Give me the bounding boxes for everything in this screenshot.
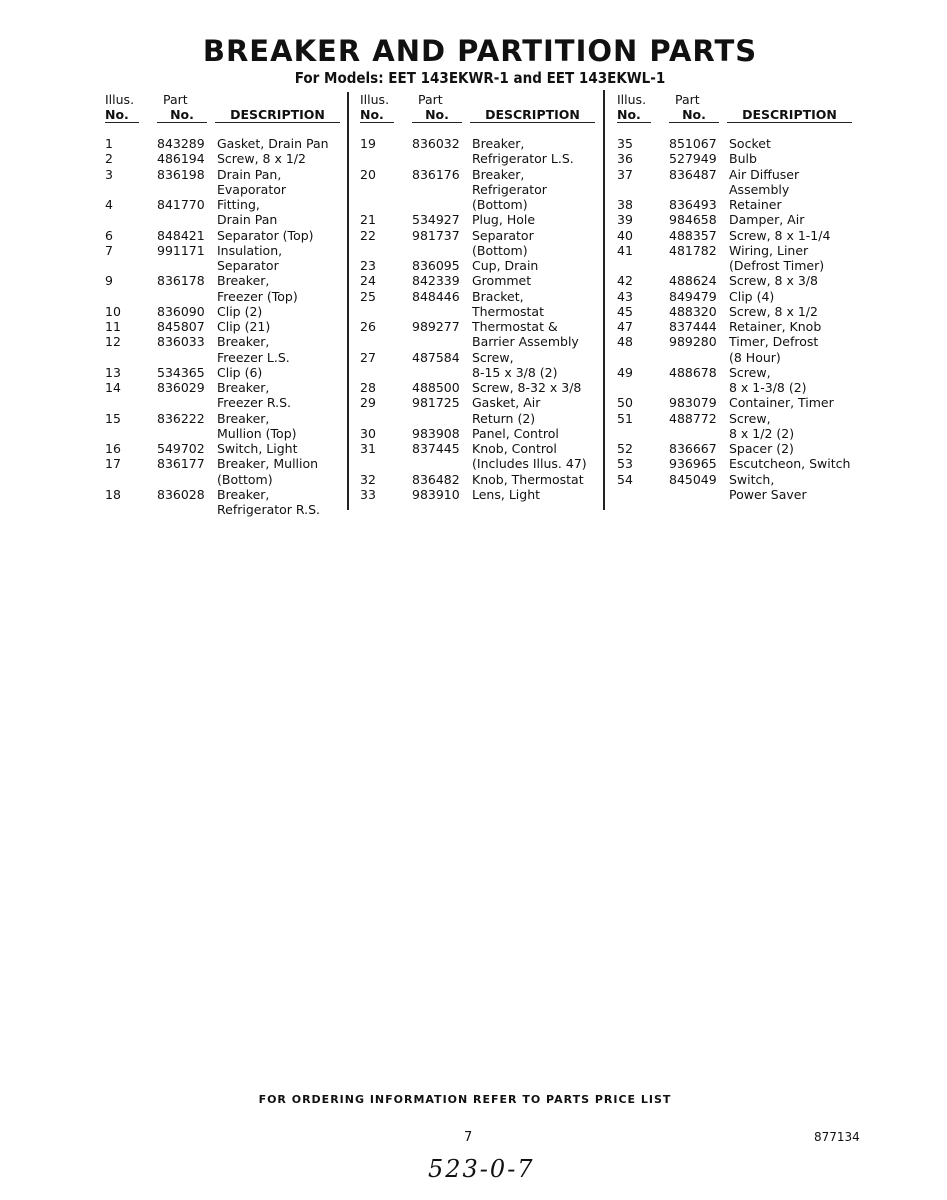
illus-number: 18 (105, 486, 121, 502)
table-row (360, 426, 600, 441)
part-description: Breaker, Freezer (Top) (217, 273, 298, 304)
part-description: Insulation, Separator (217, 242, 283, 273)
table-row (105, 365, 345, 380)
part-description: Escutcheon, Switch (729, 456, 851, 472)
part-number: 991171 (157, 242, 205, 258)
table-row (105, 334, 345, 365)
illus-number: 13 (105, 364, 121, 380)
illus-number: 54 (617, 471, 633, 487)
illus-header-line2: No. (105, 108, 139, 123)
table-row (360, 441, 600, 472)
part-description: Clip (2) (217, 303, 263, 319)
part-number: 836487 (669, 166, 717, 182)
table-row (360, 289, 600, 320)
parts-list (360, 136, 600, 502)
part-description: Clip (4) (729, 288, 775, 304)
part-number: 534365 (157, 364, 205, 380)
table-row (617, 395, 857, 410)
illus-number: 42 (617, 273, 633, 289)
part-number: 836493 (669, 197, 717, 212)
part-number: 848421 (157, 227, 205, 243)
parts-list (617, 136, 857, 502)
part-description: Thermostat & Barrier Assembly (472, 319, 579, 350)
part-description: Bulb (729, 151, 757, 167)
part-number: 845049 (669, 471, 717, 487)
part-description: Knob, Thermostat (472, 471, 584, 487)
part-number: 984658 (669, 212, 717, 228)
part-header-line2: No. (157, 108, 207, 123)
table-row (360, 395, 600, 426)
illus-number: 52 (617, 441, 633, 456)
part-description: Switch, Power Saver (729, 471, 807, 502)
part-number: 836032 (412, 136, 460, 151)
table-row (617, 228, 857, 243)
part-number: 983910 (412, 486, 460, 502)
table-row (617, 151, 857, 166)
part-description: Plug, Hole (472, 212, 536, 228)
part-number: 837445 (412, 441, 460, 456)
illus-number: 9 (105, 273, 113, 289)
table-row (360, 472, 600, 487)
illus-number: 38 (617, 197, 633, 212)
part-description: Breaker, Freezer R.S. (217, 380, 292, 411)
illus-number: 20 (360, 166, 376, 182)
illus-number: 7 (105, 242, 113, 258)
part-number: 981725 (412, 395, 460, 411)
illus-number: 23 (360, 258, 376, 273)
illus-number: 45 (617, 303, 633, 319)
part-description: Clip (21) (217, 319, 271, 334)
table-row (360, 212, 600, 227)
part-number: 488500 (412, 380, 460, 395)
part-number: 488678 (669, 364, 717, 380)
illus-number: 39 (617, 212, 633, 228)
part-number: 837444 (669, 319, 717, 334)
table-row (105, 151, 345, 166)
part-description: Wiring, Liner (Defrost Timer) (729, 242, 825, 273)
illus-number: 43 (617, 288, 633, 304)
illus-number: 22 (360, 227, 376, 243)
illus-number: 14 (105, 380, 121, 395)
part-description: Breaker, Refrigerator (Bottom) (472, 166, 547, 212)
illus-number: 3 (105, 166, 113, 182)
part-description: Breaker, Mullion (Top) (217, 410, 297, 441)
part-number: 841770 (157, 197, 205, 212)
illus-number: 31 (360, 441, 376, 456)
illus-header-line1: Illus. (360, 92, 390, 107)
table-row (360, 350, 600, 381)
part-number: 836222 (157, 410, 205, 426)
illus-number: 32 (360, 471, 376, 487)
part-number: 849479 (669, 288, 717, 304)
part-description: Timer, Defrost (8 Hour) (729, 334, 819, 365)
illus-number: 27 (360, 349, 376, 365)
illus-number: 40 (617, 227, 633, 243)
parts-column-2 (360, 93, 600, 502)
illus-header-line2: No. (360, 108, 394, 123)
illus-number: 48 (617, 334, 633, 350)
description-header: DESCRIPTION (215, 108, 340, 123)
part-number: 488624 (669, 273, 717, 289)
illus-number: 37 (617, 166, 633, 182)
part-number: 836667 (669, 441, 717, 456)
table-row (617, 167, 857, 198)
part-description: Damper, Air (729, 212, 805, 228)
description-header: DESCRIPTION (727, 108, 852, 123)
part-number: 534927 (412, 212, 460, 228)
table-row (105, 319, 345, 334)
table-row (617, 197, 857, 212)
table-row (360, 228, 600, 259)
part-number: 836177 (157, 456, 205, 472)
illus-number: 50 (617, 395, 633, 411)
table-row (617, 365, 857, 396)
table-row (105, 456, 345, 487)
column-header (105, 93, 345, 127)
table-row (617, 136, 857, 151)
part-description: Switch, Light (217, 441, 298, 456)
illus-number: 2 (105, 151, 113, 167)
part-description: Socket (729, 136, 771, 151)
part-description: Bracket, Thermostat (472, 288, 544, 319)
description-header: DESCRIPTION (470, 108, 595, 123)
part-description: Screw, 8-15 x 3/8 (2) (472, 349, 558, 380)
illus-header-line1: Illus. (105, 92, 135, 107)
illus-number: 21 (360, 212, 376, 228)
part-description: Screw, 8 x 1/2 (217, 151, 306, 167)
table-row (105, 243, 345, 274)
table-row (105, 487, 345, 518)
part-number: 851067 (669, 136, 717, 151)
illus-number: 35 (617, 136, 633, 151)
table-row (617, 411, 857, 442)
illus-number: 51 (617, 410, 633, 426)
table-row (617, 289, 857, 304)
part-number: 549702 (157, 441, 205, 456)
column-divider (603, 90, 605, 510)
illus-number: 24 (360, 273, 376, 289)
illus-number: 10 (105, 303, 121, 319)
part-description: Breaker, Refrigerator L.S. (472, 136, 574, 167)
illus-number: 4 (105, 197, 113, 212)
part-description: Cup, Drain (472, 258, 539, 273)
part-description: Screw, 8-32 x 3/8 (472, 380, 582, 395)
part-number: 843289 (157, 136, 205, 151)
part-number: 836198 (157, 166, 205, 182)
part-header-line2: No. (412, 108, 462, 123)
table-row (105, 304, 345, 319)
part-number: 836176 (412, 166, 460, 182)
table-row (617, 472, 857, 503)
illus-number: 6 (105, 227, 113, 243)
part-number: 981737 (412, 227, 460, 243)
part-description: Separator (Top) (217, 227, 314, 243)
illus-number: 17 (105, 456, 121, 472)
part-number: 836178 (157, 273, 205, 289)
illus-number: 15 (105, 410, 121, 426)
illus-number: 11 (105, 319, 121, 334)
table-row (105, 197, 345, 228)
table-row (105, 136, 345, 151)
illus-number: 19 (360, 136, 376, 151)
part-description: Retainer (729, 197, 782, 212)
part-header-line1: Part (163, 92, 188, 107)
part-description: Breaker, Mullion (Bottom) (217, 456, 319, 487)
part-description: Breaker, Refrigerator R.S. (217, 486, 321, 517)
part-number: 486194 (157, 151, 205, 167)
column-header (360, 93, 600, 127)
part-number: 836029 (157, 380, 205, 395)
part-header-line1: Part (418, 92, 443, 107)
part-number: 488320 (669, 303, 717, 319)
table-row (360, 273, 600, 288)
column-divider (347, 92, 349, 510)
part-number: 836095 (412, 258, 460, 273)
part-number: 481782 (669, 242, 717, 258)
part-number: 989277 (412, 319, 460, 334)
part-description: Container, Timer (729, 395, 834, 411)
illus-number: 26 (360, 319, 376, 334)
part-description: Grommet (472, 273, 532, 289)
table-row (360, 487, 600, 502)
table-row (105, 273, 345, 304)
table-row (360, 167, 600, 213)
part-description: Lens, Light (472, 486, 541, 502)
table-row (617, 456, 857, 471)
table-row (360, 258, 600, 273)
illus-number: 1 (105, 136, 113, 151)
ordering-note: FOR ORDERING INFORMATION REFER TO PARTS PRICE LIST (258, 1093, 672, 1106)
part-number: 836090 (157, 303, 205, 319)
table-row (617, 441, 857, 456)
part-number: 836033 (157, 334, 205, 350)
parts-column-1 (105, 93, 345, 517)
table-row (617, 334, 857, 365)
illus-number: 49 (617, 364, 633, 380)
handwritten-note: 523-0-7 (428, 1155, 535, 1183)
document-number: 877134 (814, 1130, 860, 1144)
part-header-line1: Part (675, 92, 700, 107)
part-number: 983908 (412, 425, 460, 441)
illus-number: 53 (617, 456, 633, 472)
illus-number: 29 (360, 395, 376, 411)
part-description: Screw, 8 x 1/2 (2) (729, 410, 795, 441)
models-subtitle: For Models: EET 143EKWR-1 and EET 143EKWL-1 (294, 69, 666, 87)
part-number: 845807 (157, 319, 205, 334)
illus-number: 41 (617, 242, 633, 258)
parts-list (105, 136, 345, 517)
part-number: 527949 (669, 151, 717, 167)
table-row (617, 212, 857, 227)
part-description: Drain Pan, Evaporator (217, 166, 287, 197)
part-number: 989280 (669, 334, 717, 350)
table-row (105, 228, 345, 243)
part-number: 936965 (669, 456, 717, 472)
part-number: 836482 (412, 471, 460, 487)
table-row (617, 319, 857, 334)
illus-number: 36 (617, 151, 633, 167)
column-header (617, 93, 857, 127)
part-description: Separator (Bottom) (472, 227, 534, 258)
table-row (360, 136, 600, 167)
part-header-line2: No. (669, 108, 719, 123)
part-description: Screw, 8 x 3/8 (729, 273, 818, 289)
illus-header-line1: Illus. (617, 92, 647, 107)
illus-header-line2: No. (617, 108, 651, 123)
part-description: Fitting, Drain Pan (217, 197, 278, 228)
table-row (105, 380, 345, 411)
part-description: Clip (6) (217, 364, 263, 380)
part-description: Air Diffuser Assembly (729, 166, 800, 197)
illus-number: 16 (105, 441, 121, 456)
part-description: Spacer (2) (729, 441, 794, 456)
table-row (360, 319, 600, 350)
table-row (617, 273, 857, 288)
part-number: 842339 (412, 273, 460, 289)
part-description: Retainer, Knob (729, 319, 822, 334)
part-description: Gasket, Air Return (2) (472, 395, 541, 426)
part-description: Breaker, Freezer L.S. (217, 334, 290, 365)
table-row (617, 243, 857, 274)
part-description: Screw, 8 x 1/2 (729, 303, 818, 319)
part-number: 848446 (412, 288, 460, 304)
part-description: Screw, 8 x 1-3/8 (2) (729, 364, 807, 395)
part-description: Gasket, Drain Pan (217, 136, 329, 151)
table-row (105, 441, 345, 456)
part-description: Screw, 8 x 1-1/4 (729, 227, 831, 243)
illus-number: 25 (360, 288, 376, 304)
table-row (105, 167, 345, 198)
page-number: 7 (464, 1130, 473, 1145)
part-number: 488357 (669, 227, 717, 243)
part-description: Panel, Control (472, 425, 559, 441)
parts-column-3 (617, 93, 857, 502)
table-row (360, 380, 600, 395)
table-row (617, 304, 857, 319)
illus-number: 47 (617, 319, 633, 334)
page-title: BREAKER AND PARTITION PARTS (202, 34, 758, 68)
part-description: Knob, Control (Includes Illus. 47) (472, 441, 587, 472)
part-number: 488772 (669, 410, 717, 426)
table-row (105, 411, 345, 442)
part-number: 487584 (412, 349, 460, 365)
illus-number: 33 (360, 486, 376, 502)
part-number: 983079 (669, 395, 717, 411)
part-number: 836028 (157, 486, 205, 502)
illus-number: 30 (360, 425, 376, 441)
illus-number: 28 (360, 380, 376, 395)
illus-number: 12 (105, 334, 121, 350)
